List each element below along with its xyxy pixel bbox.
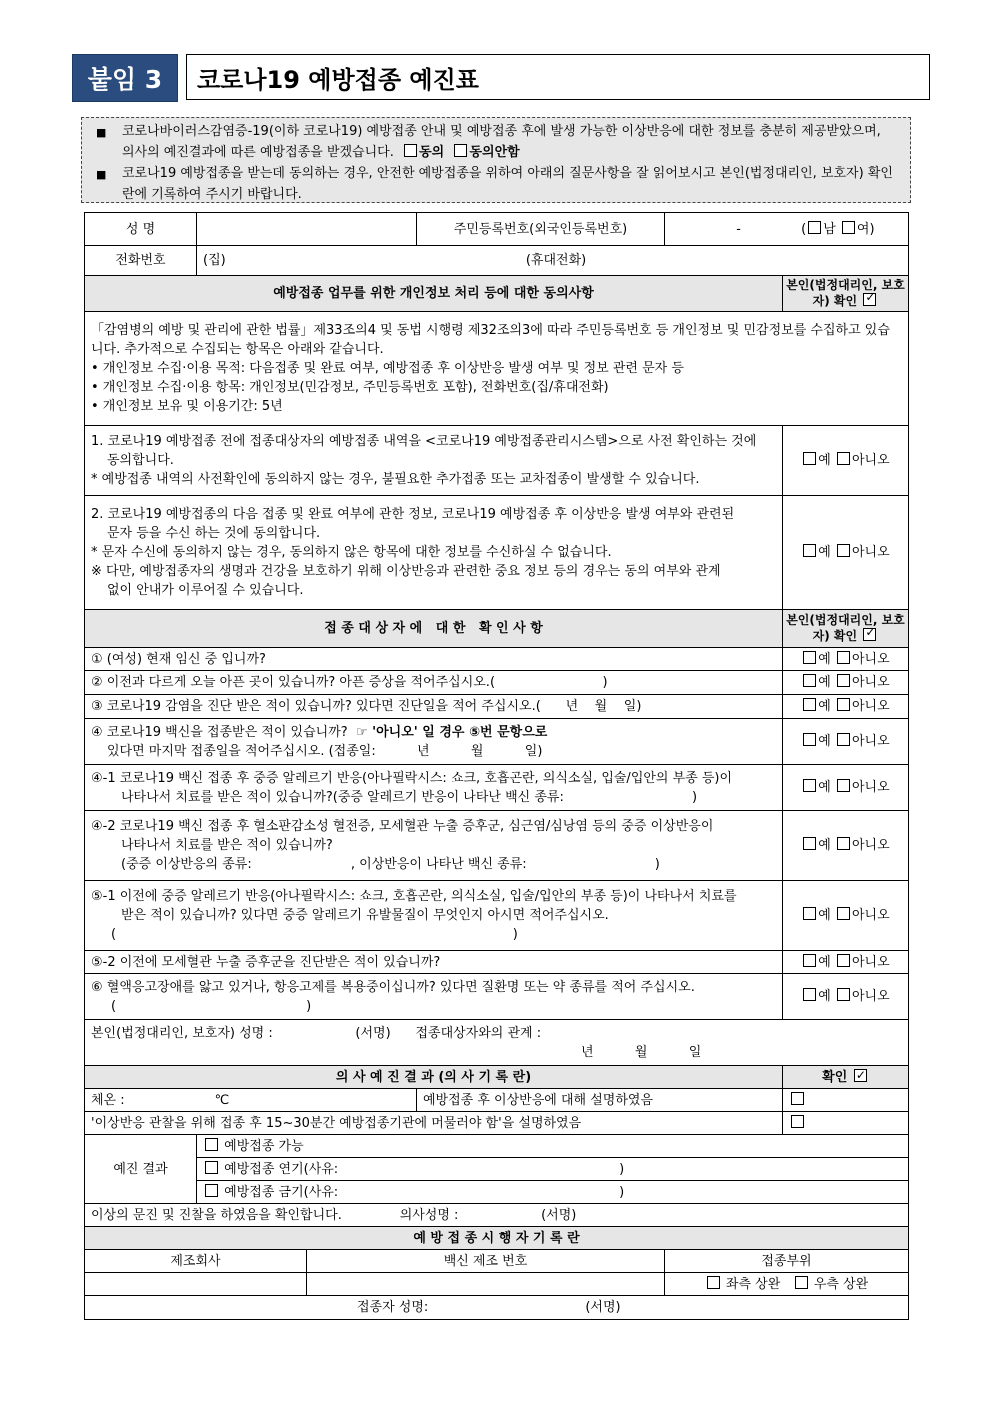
question-2: ② 이전과 다르게 오늘 아픈 곳이 있습니까? 아픈 증상을 적어주십시오.( ) <box>85 671 783 695</box>
no-checkbox[interactable] <box>837 837 850 850</box>
screening-form <box>84 212 909 1320</box>
result-postpone-checkbox[interactable] <box>205 1161 218 1174</box>
temperature-field[interactable]: 체온 : ℃ <box>85 1089 417 1112</box>
square-bullet-icon: ■ <box>96 126 107 139</box>
consent-title: 예방접종 업무를 위한 개인정보 처리 등에 대한 동의사항 <box>85 276 783 312</box>
question-1: ① (여성) 현재 임신 중 입니까? <box>85 648 783 671</box>
checked-box-icon <box>863 293 876 306</box>
rrn-label: 주민등록번호(외국인등록번호) <box>417 213 665 246</box>
question-5-2: ⑤-2 이전에 모세혈관 누출 증후군을 진단받은 적이 있습니까? <box>85 951 783 974</box>
consent-confirm-header: 본인(법정대리인, 보호자) 확인 ✓ <box>783 276 909 312</box>
result-label: 예진 결과 <box>85 1135 197 1204</box>
check-confirm-header: 본인(법정대리인, 보호자) 확인 ✓ <box>783 610 909 648</box>
yes-checkbox[interactable] <box>803 837 816 850</box>
question-5-2-answer[interactable]: 예 아니오 <box>783 951 909 974</box>
no-checkbox[interactable] <box>837 988 850 1001</box>
lot-number-field[interactable] <box>307 1273 665 1296</box>
yes-checkbox[interactable] <box>803 452 816 465</box>
name-label: 성 명 <box>85 213 197 246</box>
male-checkbox[interactable] <box>808 221 821 234</box>
question-4-1: ④-1 코로나19 백신 접종 후 중증 알레르기 반응(아나필락시스: 쇼크, 호흡곤란, 의식소실, 입술/입안의 부종 등)이 나타나서 치료를 받은 적이 있습니까?(중증 알레르기 반응이 나타난 백신 종류: ) <box>85 765 783 811</box>
injection-site-field[interactable]: 좌측 상완 우측 상완 <box>665 1273 909 1296</box>
no-checkbox[interactable] <box>837 954 850 967</box>
square-bullet-icon: ■ <box>96 168 107 181</box>
doctor-confirmation[interactable]: 이상의 문진 및 진찰을 하였음을 확인합니다. 의사성명 : (서명) <box>85 1204 909 1227</box>
checked-box-icon <box>863 628 876 641</box>
explain-item: 예방접종 후 이상반응에 대해 설명하였음 <box>417 1089 783 1112</box>
no-checkbox[interactable] <box>837 698 850 711</box>
consent-q2-answer[interactable]: 예 아니오 <box>783 496 909 610</box>
yes-checkbox[interactable] <box>803 674 816 687</box>
question-5-1-answer[interactable]: 예 아니오 <box>783 881 909 951</box>
question-3-answer[interactable]: 예 아니오 <box>783 695 909 719</box>
observe-checkbox[interactable] <box>791 1115 804 1128</box>
injection-site-label: 접종부위 <box>665 1250 909 1273</box>
question-1-answer[interactable]: 예 아니오 <box>783 648 909 671</box>
result-option-possible[interactable]: 예방접종 가능 <box>197 1135 909 1158</box>
no-checkbox[interactable] <box>837 544 850 557</box>
no-checkbox[interactable] <box>837 733 850 746</box>
doctor-confirm-header: 확인 ✓ <box>783 1066 909 1089</box>
consent-q2: 2. 코로나19 예방접종의 다음 접종 및 완료 여부에 관한 정보, 코로나19 예방접종 후 이상반응 발생 여부와 관련된 문자 등을 수신 하는 것에 동의합니다. * 문자 수신에 동의하지 않는 경우, 동의하지 않은 항목에 대한 정보를 수신하실 수 없습니다. ※ 다만, 예방접종자의 생명과 건강을 보호하기 위해 이상반응과 관련한 중요 정보 등의 경우는 동의 여부와 관계 없이 안내가 이루어질 수 있습니다. <box>85 496 783 610</box>
lot-number-label: 백신 제조 번호 <box>307 1250 665 1273</box>
question-6: ⑥ 혈액응고장애를 앓고 있거나, 항응고제를 복용중이십니까? 있다면 질환명 또는 약 종류를 적어 주십시오. ( ) <box>85 974 783 1020</box>
no-checkbox[interactable] <box>837 452 850 465</box>
left-arm-checkbox[interactable] <box>707 1276 720 1289</box>
observe-checkbox-cell[interactable] <box>783 1112 909 1135</box>
explain-checkbox-cell[interactable] <box>783 1089 909 1112</box>
rrn-field[interactable]: - ( 남 여) <box>665 213 909 246</box>
no-checkbox[interactable] <box>837 907 850 920</box>
result-option-postpone[interactable]: 예방접종 연기(사유: ) <box>197 1158 909 1181</box>
yes-checkbox[interactable] <box>803 733 816 746</box>
question-4-answer[interactable]: 예 아니오 <box>783 719 909 765</box>
result-contraindicated-checkbox[interactable] <box>205 1184 218 1197</box>
consent-q1: 1. 코로나19 예방접종 전에 접종대상자의 예방접종 내역을 <코로나19 예방접종관리시스템>으로 사전 확인하는 것에 동의합니다. * 예방접종 내역의 사전확인에 동의하지 않는 경우, 불필요한 추가접종 또는 교차접종이 발생할 수 있습니다. <box>85 426 783 496</box>
question-4-2-answer[interactable]: 예 아니오 <box>783 811 909 881</box>
subject-signature[interactable]: 본인(법정대리인, 보호자) 성명 : (서명) 접종대상자와의 관계 : 년 월 일 <box>85 1020 909 1066</box>
disagree-checkbox[interactable] <box>454 144 467 157</box>
manufacturer-field[interactable] <box>85 1273 307 1296</box>
consent-q1-answer[interactable]: 예 아니오 <box>783 426 909 496</box>
question-5-1: ⑤-1 이전에 중증 알레르기 반응(아나필락시스: 쇼크, 호흡곤란, 의식소실, 입술/입안의 부종 등)이 나타나서 치료를 받은 적이 있습니까? 있다면 중증 알레르기 유발물질이 무엇인지 아시면 적어주십시오. ( ) <box>85 881 783 951</box>
explain-checkbox[interactable] <box>791 1092 804 1105</box>
manufacturer-label: 제조회사 <box>85 1250 307 1273</box>
page-title: 코로나19 예방접종 예진표 <box>186 54 930 100</box>
name-field[interactable] <box>197 213 417 246</box>
notice-item-1: ■ 코로나바이러스감염증-19(이하 코로나19) 예방접종 안내 및 예방접종 후에 발생 가능한 이상반응에 대한 정보를 충분히 제공받았으며, 의사의 예진결과에 따른 예방접종을 받겠습니다. 동의 동의안함 <box>96 121 896 163</box>
observe-item: '이상반응 관찰을 위해 접종 후 15~30분간 예방접종기관에 머물러야 함'을 설명하였음 <box>85 1112 783 1135</box>
check-title: 접 종 대 상 자 에 대 한 확 인 사 항 <box>85 610 783 648</box>
agree-checkbox[interactable] <box>404 144 417 157</box>
admin-title: 예 방 접 종 시 행 자 기 록 란 <box>85 1227 909 1250</box>
result-possible-checkbox[interactable] <box>205 1138 218 1151</box>
question-2-answer[interactable]: 예 아니오 <box>783 671 909 695</box>
phone-field[interactable]: (집) (휴대전화) <box>197 246 909 276</box>
yes-checkbox[interactable] <box>803 779 816 792</box>
notice-item-2: ■ 코로나19 예방접종을 받는데 동의하는 경우, 안전한 예방접종을 위하여 아래의 질문사항을 잘 읽어보시고 본인(법정대리인, 보호자) 확인란에 기록하여 주시기 바랍니다. <box>96 163 896 205</box>
notice-box <box>81 117 911 203</box>
consent-intro: 「감염병의 예방 및 관리에 관한 법률」제33조의4 및 동법 시행령 제32조의3에 따라 주민등록번호 등 개인정보 및 민감정보를 수집하고 있습니다. 추가적으로 수집되는 항목은 아래와 같습니다. • 개인정보 수집·이용 목적: 다음접종 및 완료 여부, 예방접종 후 이상반응 발생 여부 및 정보 관련 문자 등 • 개인정보 수집·이용 항목: 개인정보(민감정보, 주민등록번호 포함), 전화번호(집/휴대전화) • 개인정보 보유 및 이용기간: 5년 <box>85 312 909 426</box>
yes-checkbox[interactable] <box>803 651 816 664</box>
yes-checkbox[interactable] <box>803 698 816 711</box>
yes-checkbox[interactable] <box>803 544 816 557</box>
attachment-badge: 붙임 3 <box>72 54 178 102</box>
result-option-contraindicated[interactable]: 예방접종 금기(사유: ) <box>197 1181 909 1204</box>
phone-label: 전화번호 <box>85 246 197 276</box>
question-6-answer[interactable]: 예 아니오 <box>783 974 909 1020</box>
question-4: ④ 코로나19 백신을 접종받은 적이 있습니까? ☞ '아니오' 일 경우 ⑤번 문항으로 있다면 마지막 접종일을 적어주십시오. (접종일: 년 월 일) <box>85 719 783 765</box>
yes-checkbox[interactable] <box>803 988 816 1001</box>
question-4-1-answer[interactable]: 예 아니오 <box>783 765 909 811</box>
right-arm-checkbox[interactable] <box>795 1276 808 1289</box>
question-3: ③ 코로나19 감염을 진단 받은 적이 있습니까? 있다면 진단일을 적어 주십시오.( 년 월 일) <box>85 695 783 719</box>
no-checkbox[interactable] <box>837 674 850 687</box>
no-checkbox[interactable] <box>837 779 850 792</box>
yes-checkbox[interactable] <box>803 907 816 920</box>
female-checkbox[interactable] <box>842 221 855 234</box>
yes-checkbox[interactable] <box>803 954 816 967</box>
header <box>72 54 479 102</box>
doctor-title: 의 사 예 진 결 과 (의 사 기 록 란) <box>85 1066 783 1089</box>
administrator-signature[interactable]: 접종자 성명: (서명) <box>85 1296 909 1320</box>
checked-box-icon <box>854 1069 867 1082</box>
question-4-2: ④-2 코로나19 백신 접종 후 혈소판감소성 혈전증, 모세혈관 누출 증후군, 심근염/심낭염 등의 중증 이상반응이 나타나서 치료를 받은 적이 있습니까? (중증 이상반응의 종류: , 이상반응이 나타난 백신 종류: ) <box>85 811 783 881</box>
no-checkbox[interactable] <box>837 651 850 664</box>
